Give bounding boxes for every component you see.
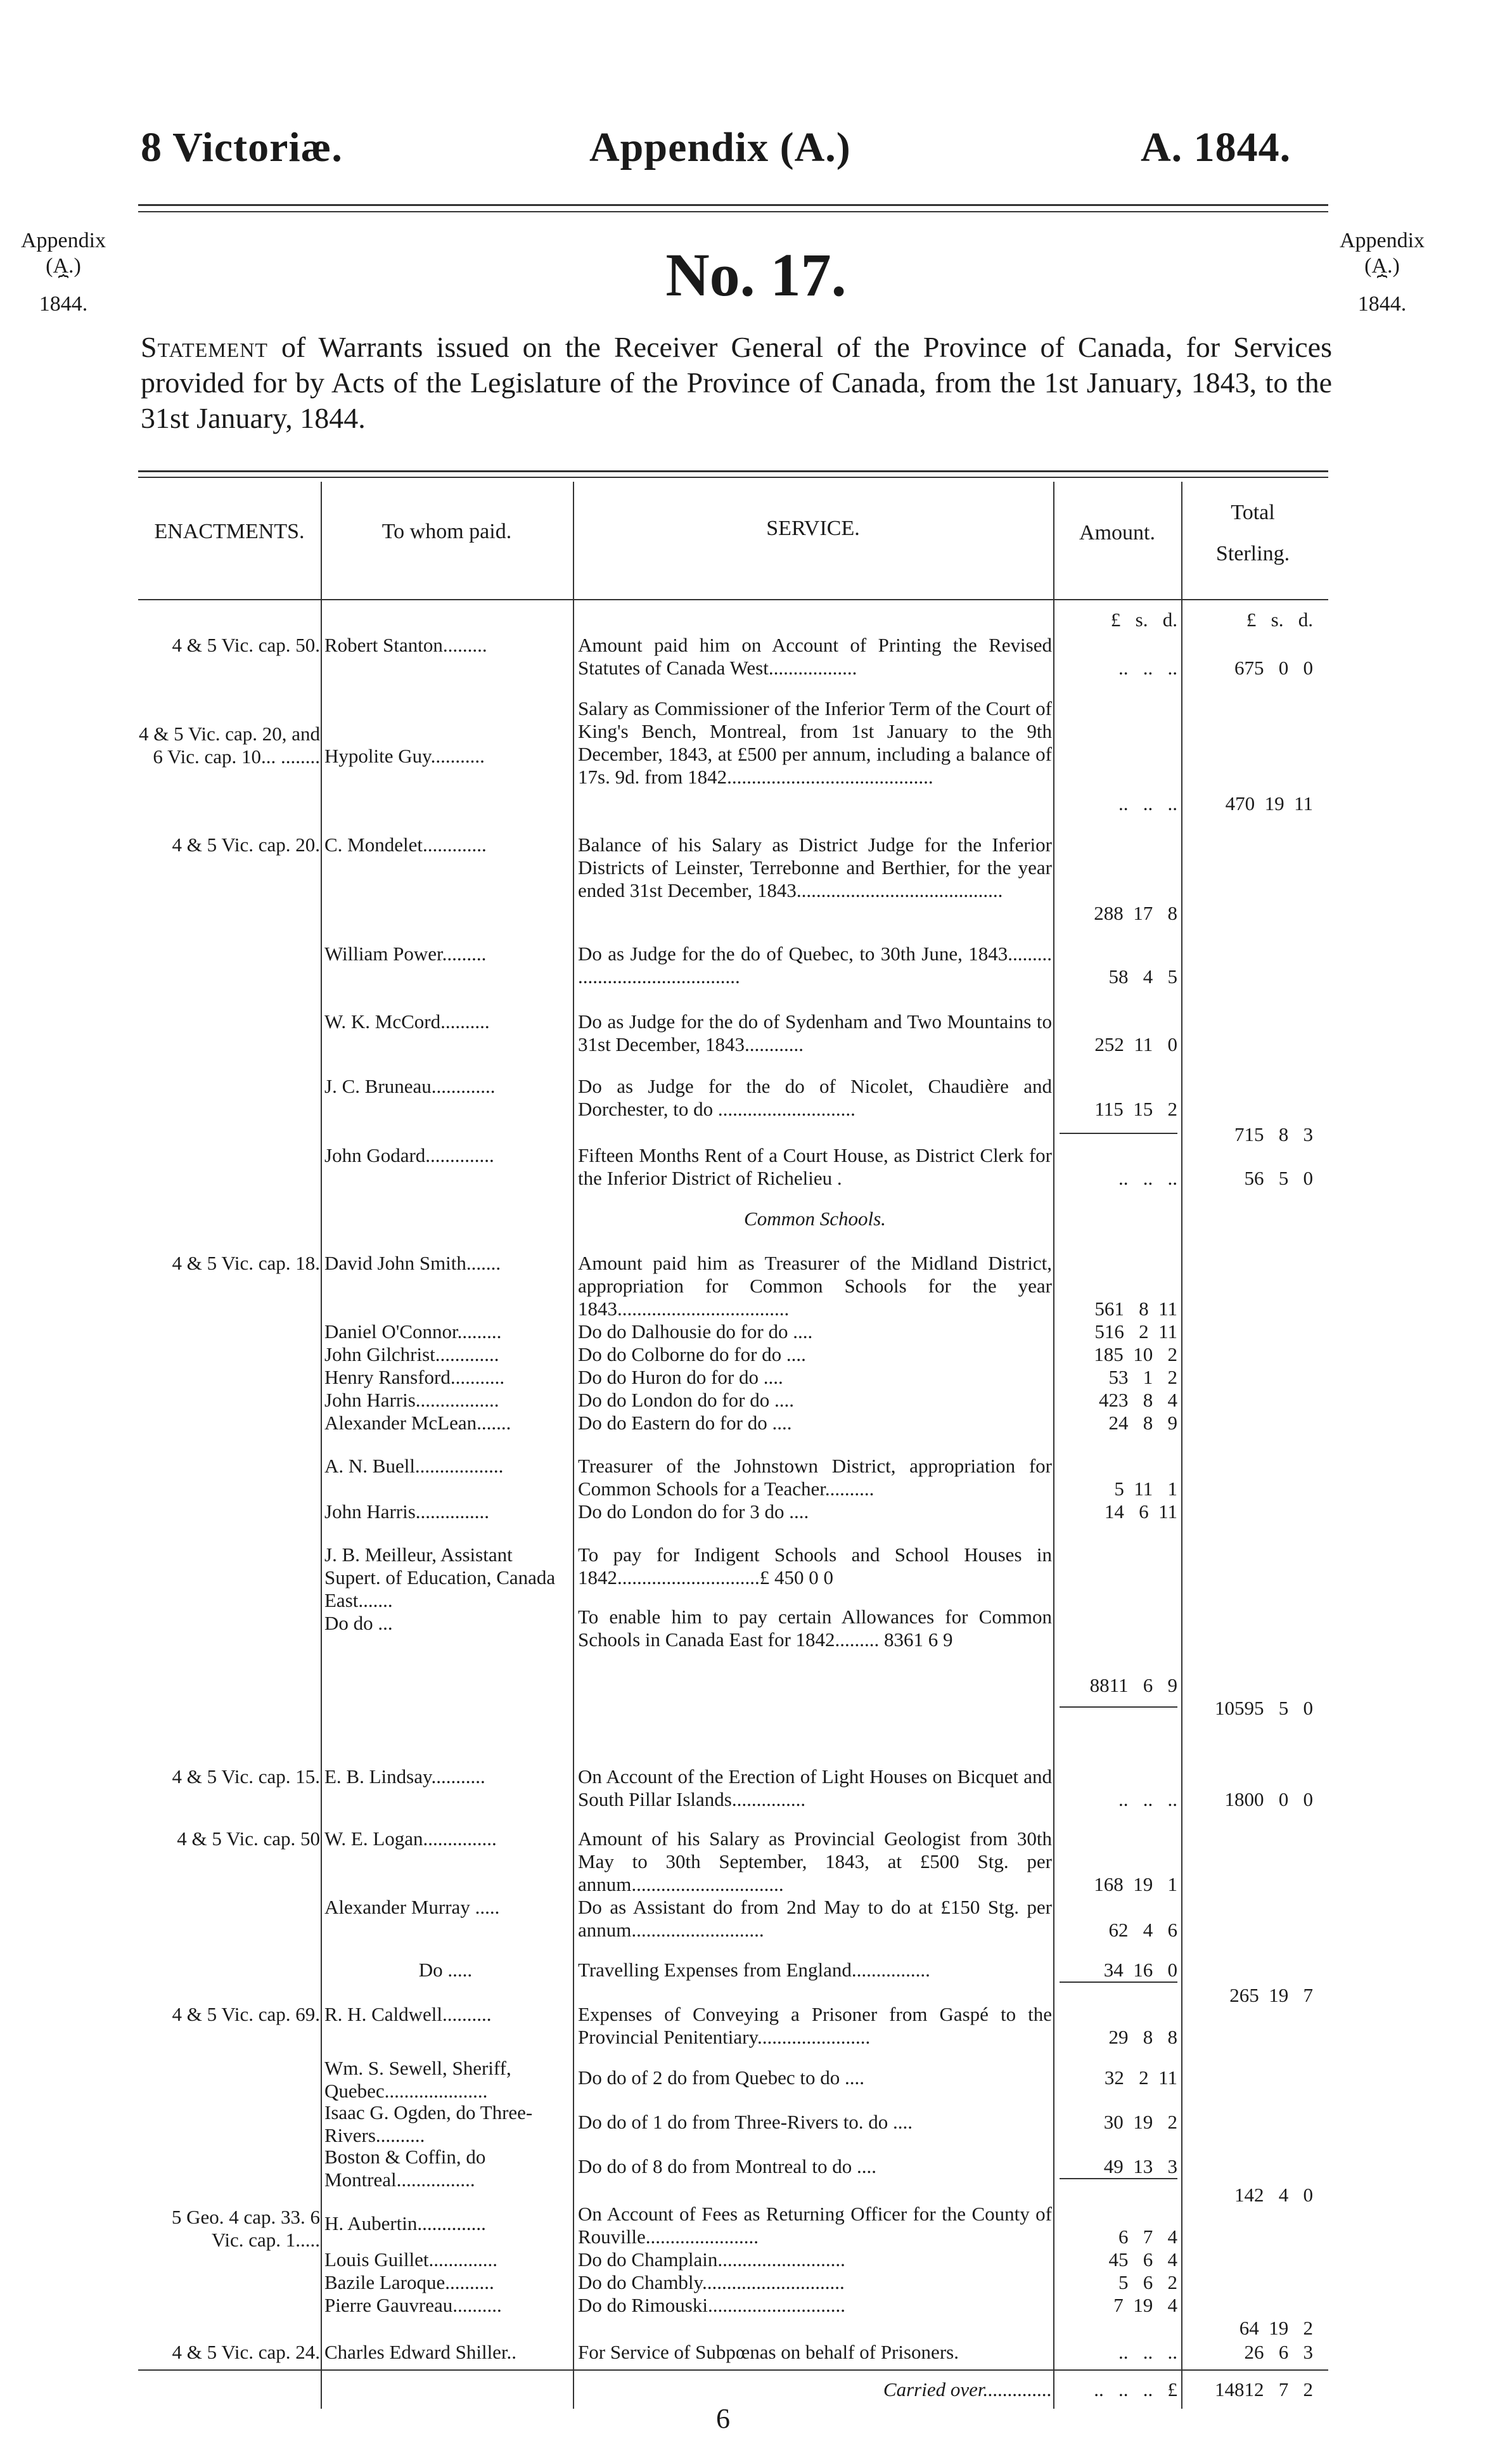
row-total: 1800 0 0 <box>1224 1788 1313 1810</box>
row-payee: Pierre Gauvreau.......... <box>324 2294 502 2316</box>
row-payee: Do ..... <box>418 1959 473 1981</box>
row-amount: 58 4 5 <box>1108 965 1177 988</box>
row-service: Do as Judge for the do of Nicolet, Chaudière and Dorchester, to do ............................ <box>578 1075 1052 1120</box>
table-top-rule <box>138 470 1328 472</box>
row-payee: R. H. Caldwell.......... <box>324 2003 492 2025</box>
row-service: Do do of 2 do from Quebec to do .... <box>578 2066 864 2089</box>
header-right: A. 1844. <box>1141 124 1291 171</box>
row-service: Do as Judge for the do of Sydenham and Two Mountains to 31st December, 1843............ <box>578 1010 1052 1055</box>
brace-left: ⏞ <box>58 275 69 295</box>
row-payee: Louis Guillet.............. <box>324 2248 497 2271</box>
row-service: Balance of his Salary as District Judge for the Inferior Districts of Leinster, Terrebonne and Berthier, for the year ended 31st December, 1843.......................................... <box>578 834 1052 901</box>
row-amount: 24 8 9 <box>1108 1412 1177 1434</box>
row-payee: E. B. Lindsay........... <box>324 1765 485 1788</box>
row-service: Amount of his Salary as Provincial Geologist from 30th May to 30th September, 1843, at £500 Stg. per annum............................... <box>578 1827 1052 1895</box>
row-service: To enable him to pay certain Allowances for Common Schools in Canada East for 1842......... 8361 6 9 <box>578 1606 1052 1651</box>
row-total: 10595 5 0 <box>1215 1697 1313 1719</box>
row-payee: John Godard.............. <box>324 1144 494 1166</box>
row-amount: 30 19 2 <box>1103 2111 1177 2133</box>
row-payee: William Power......... <box>324 943 487 965</box>
row-enactment: 4 & 5 Vic. cap. 20, and 6 Vic. cap. 10... ........ <box>139 723 320 768</box>
subtotal-rule <box>1060 2178 1177 2179</box>
side-year-right: 1844. <box>1357 292 1407 316</box>
col-total-2: Sterling. <box>1215 542 1290 565</box>
row-service: Do do Champlain.......................... <box>578 2248 845 2271</box>
row-amount: 516 2 11 <box>1094 1320 1177 1343</box>
col-payee: To whom paid. <box>381 520 512 543</box>
row-service: Treasurer of the Johnstown District, appropriation for Common Schools for a Teacher.......... <box>578 1455 1052 1500</box>
carried-over-amount: .. .. .. £ <box>1094 2378 1177 2400</box>
header-rule-2 <box>138 211 1328 212</box>
row-service: Fifteen Months Rent of a Court House, as District Clerk for the Inferior District of Richelieu . <box>578 1144 1052 1189</box>
row-amount: .. .. .. <box>1118 1167 1177 1189</box>
col-divider-2 <box>573 482 574 2409</box>
side-sub-left: (A.) <box>46 254 81 278</box>
row-payee: C. Mondelet............. <box>324 834 487 856</box>
row-service: Do do London do for do .... <box>578 1389 794 1411</box>
col-amount: Amount. <box>1079 521 1155 544</box>
section-heading: Common Schools. <box>744 1208 886 1230</box>
row-service: Do do Rimouski............................ <box>578 2294 845 2316</box>
row-amount: 32 2 11 <box>1104 2066 1177 2089</box>
row-service: Expenses of Conveying a Prisoner from Gaspé to the Provincial Penitentiary....................... <box>578 2003 1052 2048</box>
row-amount: 252 11 0 <box>1094 1033 1177 1055</box>
row-service: On Account of the Erection of Light Houses on Bicquet and South Pillar Islands............... <box>578 1765 1052 1810</box>
row-total: 265 19 7 <box>1229 1984 1313 2006</box>
subtotal-rule <box>1060 1133 1177 1134</box>
row-service: Do do Chambly............................. <box>578 2271 845 2293</box>
row-payee: John Gilchrist............. <box>324 1343 499 1365</box>
row-amount: .. .. .. <box>1118 792 1177 815</box>
row-payee: David John Smith....... <box>324 1252 501 1274</box>
row-amount: 49 13 3 <box>1103 2155 1177 2177</box>
col-service: SERVICE. <box>766 517 860 540</box>
header-left: 8 Victoriæ. <box>141 124 343 171</box>
row-total: 64 19 2 <box>1239 2317 1313 2339</box>
row-enactment: 4 & 5 Vic. cap. 15. <box>172 1765 320 1788</box>
row-amount: 62 4 6 <box>1108 1919 1177 1941</box>
row-total: 470 19 11 <box>1225 792 1313 815</box>
row-amount: 168 19 1 <box>1094 1873 1177 1895</box>
row-service: Do do London do for 3 do .... <box>578 1500 809 1523</box>
row-amount: 14 6 11 <box>1104 1500 1177 1523</box>
brace-right: ⏞ <box>1376 275 1388 295</box>
carried-over-total: 14812 7 2 <box>1215 2378 1313 2400</box>
row-payee: W. K. McCord.......... <box>324 1010 490 1033</box>
row-amount: 45 6 4 <box>1108 2248 1177 2271</box>
row-enactment: 4 & 5 Vic. cap. 69. <box>172 2003 320 2025</box>
table-head-rule <box>138 599 1328 600</box>
row-amount: .. .. .. <box>1118 2341 1177 2363</box>
col-divider-3 <box>1053 482 1054 2409</box>
row-enactment: 4 & 5 Vic. cap. 20. <box>172 834 320 856</box>
row-enactment: 4 & 5 Vic. cap. 50. <box>172 634 320 656</box>
col-total-1: Total <box>1231 501 1275 524</box>
header-rule <box>138 204 1328 206</box>
row-amount: 185 10 2 <box>1094 1343 1177 1365</box>
row-payee: W. E. Logan............... <box>324 1827 497 1850</box>
row-service: Salary as Commissioner of the Inferior Term of the Court of King's Bench, Montreal, from 1st January to the 9th December, 1843, at £500 per annum, including a balance of 17s. 9d. from 1842.......................................... <box>578 697 1052 788</box>
row-service: Do do of 8 do from Montreal to do .... <box>578 2155 876 2177</box>
row-service: Do do Eastern do for do .... <box>578 1412 792 1434</box>
row-payee: John Harris................. <box>324 1389 499 1411</box>
row-amount: .. .. .. <box>1118 1788 1177 1810</box>
row-enactment: 5 Geo. 4 cap. 33. 6 Vic. cap. 1..... <box>171 2206 320 2251</box>
row-amount: 29 8 8 <box>1108 2026 1177 2048</box>
row-service: Do as Judge for the do of Quebec, to 30th June, 1843......... ................................. <box>578 943 1052 988</box>
row-amount: 561 8 11 <box>1094 1298 1177 1320</box>
statement-lead: Statement <box>141 331 268 363</box>
row-payee: Charles Edward Shiller.. <box>324 2341 517 2363</box>
doc-number: No. 17. <box>665 241 847 309</box>
side-sub-right: (A.) <box>1364 254 1400 278</box>
statement-text: of Warrants issued on the Receiver General of the Province of Canada, for Services provided for by Acts of the Legislature of the Province of Canada, from the 1st January, 1843, to the 31st January, 1844. <box>141 331 1333 434</box>
row-payee: Robert Stanton......... <box>324 634 487 656</box>
row-service: Do do Colborne do for do .... <box>578 1343 806 1365</box>
row-amount: .. .. .. <box>1118 657 1177 679</box>
row-amount: 53 1 2 <box>1108 1366 1177 1388</box>
amount-units: £ s. d. <box>1110 609 1177 631</box>
row-total: 26 6 3 <box>1244 2341 1313 2363</box>
row-service: Amount paid him on Account of Printing the Revised Statutes of Canada West.................. <box>578 634 1052 679</box>
row-payee: H. Aubertin.............. <box>324 2212 486 2234</box>
carried-over-label: Carried over.............. <box>883 2378 1052 2400</box>
statement <box>141 330 1332 436</box>
row-total: 56 5 0 <box>1244 1167 1313 1189</box>
row-service: For Service of Subpœnas on behalf of Prisoners. <box>578 2341 959 2363</box>
row-service: Do as Assistant do from 2nd May to do at £150 Stg. per annum........................... <box>578 1896 1052 1941</box>
side-label-left: Appendix <box>20 229 106 252</box>
row-total: 142 4 0 <box>1234 2184 1313 2206</box>
row-payee: Boston & Coffin, do Montreal................ <box>324 2146 486 2191</box>
row-amount: 7 19 4 <box>1113 2294 1177 2316</box>
row-service: Travelling Expenses from England................ <box>578 1959 930 1981</box>
row-payee: Henry Ransford........... <box>324 1366 505 1388</box>
row-payee: Alexander McLean....... <box>324 1412 511 1434</box>
row-total: 715 8 3 <box>1234 1123 1313 1145</box>
row-payee: J. B. Meilleur, Assistant Supert. of Education, Canada East....... <box>324 1543 556 1611</box>
total-units: £ s. d. <box>1246 609 1313 631</box>
row-amount: 6 7 4 <box>1118 2226 1177 2248</box>
page-number: 6 <box>716 2403 730 2434</box>
row-amount: 115 15 2 <box>1094 1098 1177 1120</box>
row-amount: 423 8 4 <box>1099 1389 1177 1411</box>
col-enactments: ENACTMENTS. <box>154 520 305 543</box>
row-amount: 5 11 1 <box>1114 1478 1177 1500</box>
row-payee: Isaac G. Ogden, do Three-Rivers.......... <box>324 2101 533 2146</box>
row-amount: 34 16 0 <box>1103 1959 1177 1981</box>
row-amount: 8811 6 9 <box>1089 1674 1177 1696</box>
row-service: Do do Dalhousie do for do .... <box>578 1320 813 1343</box>
row-payee: A. N. Buell.................. <box>324 1455 504 1477</box>
side-label-right: Appendix <box>1339 229 1425 252</box>
row-service: On Account of Fees as Returning Officer for the County of Rouville....................... <box>578 2203 1052 2248</box>
row-amount: 288 17 8 <box>1094 902 1177 924</box>
row-total: 675 0 0 <box>1234 657 1313 679</box>
row-amount: 5 6 2 <box>1118 2271 1177 2293</box>
subtotal-rule <box>1060 1981 1177 1983</box>
row-service: Amount paid him as Treasurer of the Midland District, appropriation for Common Schools for the year 1843................................... <box>578 1252 1052 1320</box>
header-center: Appendix (A.) <box>589 124 851 171</box>
row-payee: Daniel O'Connor......... <box>324 1320 502 1343</box>
row-enactment: 4 & 5 Vic. cap. 24. <box>172 2341 320 2363</box>
row-payee: Wm. S. Sewell, Sheriff, Quebec..................... <box>324 2057 511 2102</box>
row-enactment: 4 & 5 Vic. cap. 50 <box>177 1827 320 1850</box>
col-divider-1 <box>321 482 322 2409</box>
row-enactment: 4 & 5 Vic. cap. 18. <box>172 1252 320 1274</box>
bottom-rule <box>138 2369 1328 2371</box>
row-payee: Do do ... <box>324 1612 393 1634</box>
row-payee: Alexander Murray ..... <box>324 1896 500 1918</box>
row-service: Do do of 1 do from Three-Rivers to. do .... <box>578 2111 913 2133</box>
table-top-rule-2 <box>138 477 1328 478</box>
row-payee: Hypolite Guy........... <box>324 745 485 767</box>
row-payee: John Harris............... <box>324 1500 490 1523</box>
row-service: To pay for Indigent Schools and School Houses in 1842.............................£ 450 0 0 <box>578 1543 1052 1588</box>
side-year-left: 1844. <box>39 292 88 316</box>
row-payee: Bazile Laroque.......... <box>324 2271 494 2293</box>
row-service: Do do Huron do for do .... <box>578 1366 783 1388</box>
row-payee: J. C. Bruneau............. <box>324 1075 496 1097</box>
subtotal-rule <box>1060 1706 1177 1708</box>
col-divider-4 <box>1181 482 1182 2409</box>
